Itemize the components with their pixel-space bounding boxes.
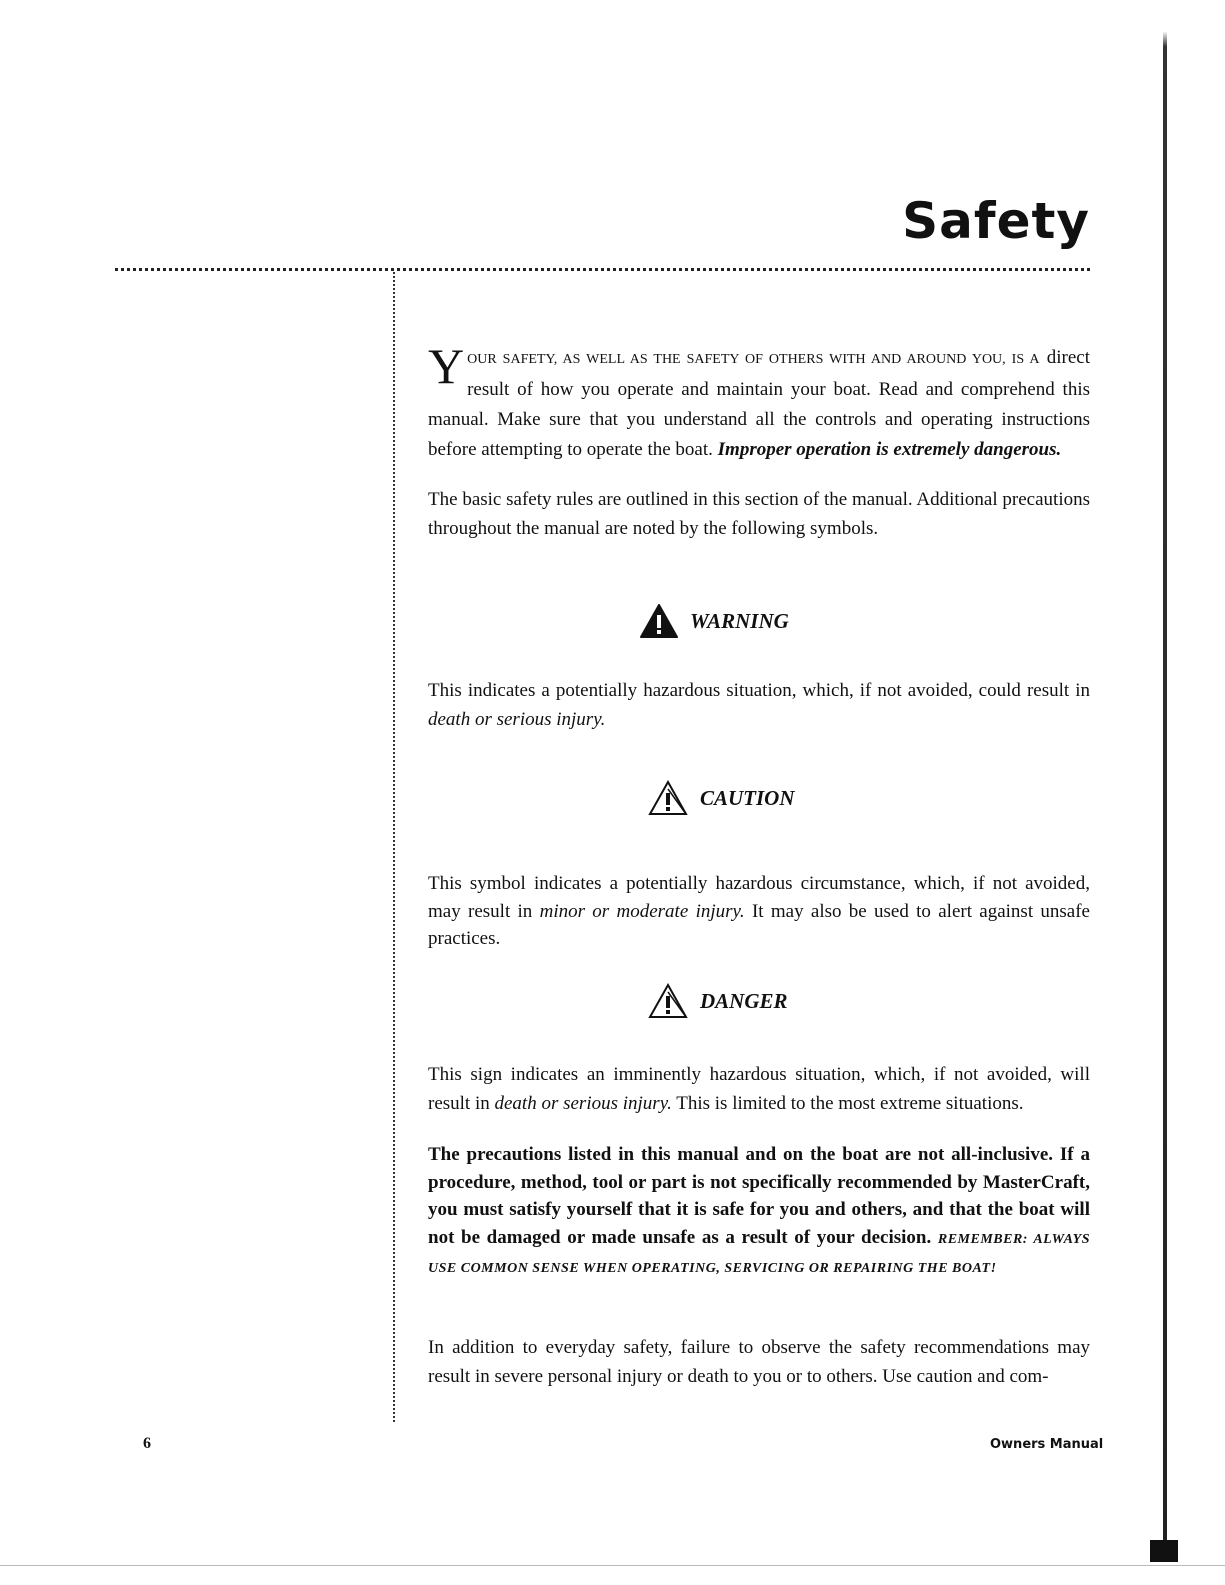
warning-label: WARNING <box>690 608 789 633</box>
caution-heading <box>648 780 795 816</box>
footer-title: Owners Manual <box>990 1437 1104 1452</box>
page-title: Safety <box>902 192 1090 250</box>
intro-paragraph <box>428 338 1090 465</box>
warning-filled-triangle-icon <box>640 604 678 638</box>
caution-italic: minor or moderate injury. <box>539 900 745 922</box>
page-bottom-edge <box>0 1565 1225 1566</box>
margin-dotted-rule <box>393 272 395 1422</box>
caution-text: This symbol indicates a potentially hazardous circumstance, which, if not avoided, may result in <box>428 873 1090 922</box>
danger-text-after: This is limited to the most extreme situations. <box>671 1092 1024 1114</box>
page-number: 6 <box>143 1435 151 1452</box>
danger-text: This sign indicates an imminently hazardous situation, which, if not avoided, will result in <box>428 1064 1090 1114</box>
scan-edge-foot <box>1150 1540 1178 1562</box>
caution-label: CAUTION <box>700 785 795 810</box>
drop-cap: Y <box>428 338 465 394</box>
remember-note: REMEMBER: ALWAYS USE COMMON SENSE WHEN OPERATING, SERVICING OR REPAIRING THE BOAT! <box>428 1231 1090 1276</box>
warning-text: This indicates a potentially hazardous situation, which, if not avoided, could result in <box>428 680 1090 701</box>
caution-outline-triangle-icon <box>648 780 688 816</box>
caution-text-after: It may also be used to alert against unsafe practices. <box>428 900 1090 949</box>
addition-paragraph: In addition to everyday safety, failure to observe the safety recommendations may result in severe personal injury or death to you or to others. Use caution and com- <box>428 1337 1090 1387</box>
danger-paragraph <box>428 1061 1090 1118</box>
intro-text: direct result of how you operate and maintain your boat. Read and comprehend this manual. Make sure that you understand all the controls and operating instructions before attempting to operate the boat. <box>428 347 1090 460</box>
intro-emphasis: Improper operation is extremely dangerous. <box>717 439 1062 460</box>
scan-edge <box>1163 0 1167 1560</box>
intro-smallcaps: OUR SAFETY, AS WELL AS THE SAFETY OF OTHERS WITH AND AROUND YOU, IS A <box>467 352 1040 367</box>
warning-italic: death or serious injury. <box>428 708 606 730</box>
precautions-paragraph <box>428 1141 1090 1283</box>
warning-heading <box>640 604 789 638</box>
precautions-text: The precautions listed in this manual and on the boat are not all-inclusive. If a procedure, method, tool or part is not specifically recommended by MasterCraft, you must satisfy yourself that it is safe for you and others, and that the boat will not be damaged or made unsafe as a result of your decision. <box>428 1144 1090 1248</box>
danger-outline-triangle-icon <box>648 983 688 1019</box>
danger-italic: death or serious injury. <box>494 1092 672 1114</box>
basic-rules-paragraph: The basic safety rules are outlined in this section of the manual. Additional precautions throughout the manual are noted by the following symbols. <box>428 489 1090 539</box>
danger-label: DANGER <box>700 988 788 1013</box>
header-dotted-rule <box>115 268 1090 271</box>
caution-paragraph <box>428 870 1090 953</box>
danger-heading <box>648 983 788 1019</box>
warning-paragraph <box>428 677 1090 734</box>
